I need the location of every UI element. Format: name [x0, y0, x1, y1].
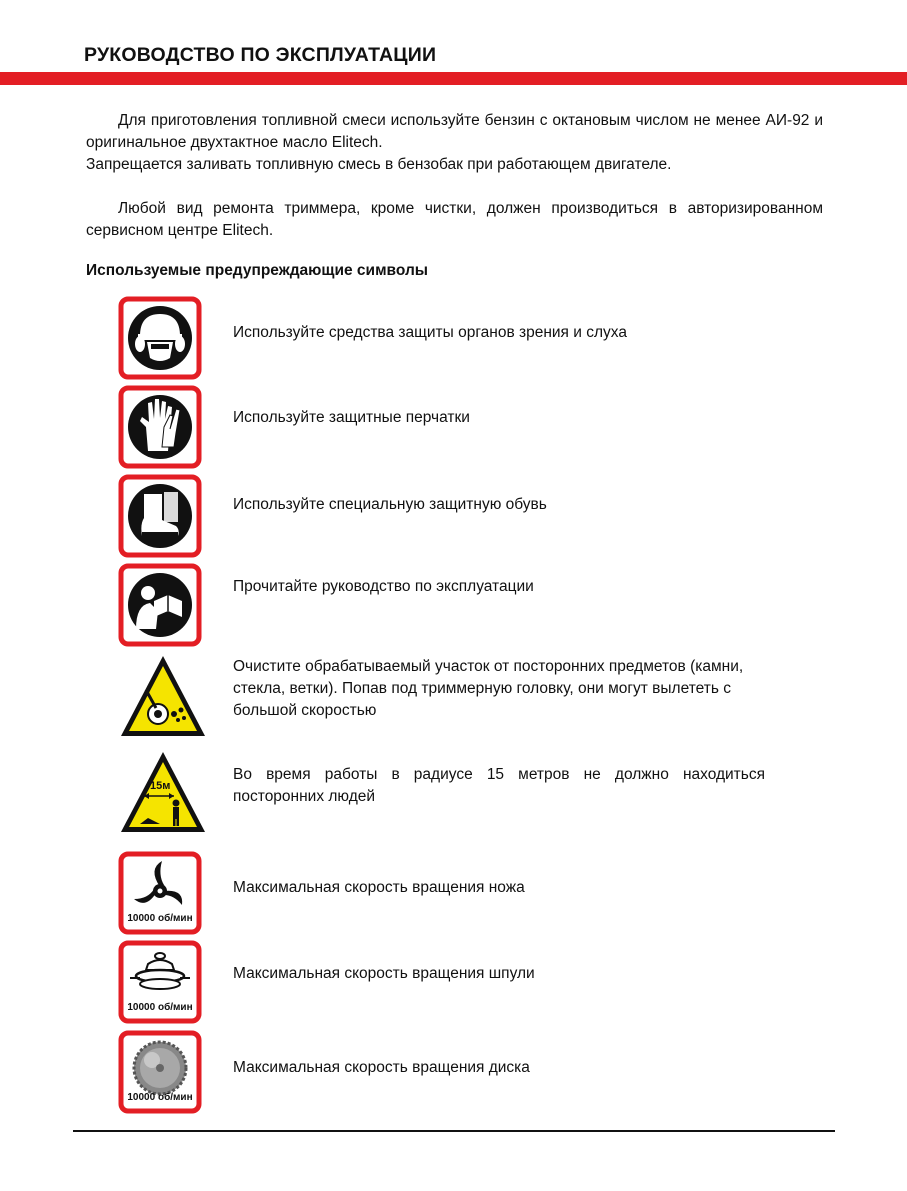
- flying-debris-warning-icon: [118, 652, 208, 742]
- symbol-text: Максимальная скорость вращения диска: [233, 1059, 530, 1076]
- symbol-text: Прочитайте руководство по эксплуатации: [233, 578, 534, 595]
- footer-rule: [73, 1130, 835, 1132]
- symbols-section-title: Используемые предупреждающие символы: [86, 262, 429, 279]
- read-manual-icon: [118, 563, 204, 647]
- blade-icon: [118, 851, 204, 935]
- rpm-label: 10000 об/мин: [127, 913, 193, 924]
- symbol-text: Используйте средства защиты органов зрения и слуха: [233, 324, 627, 341]
- distance-warning-icon: [118, 748, 208, 836]
- symbol-text: Используйте специальную защитную обувь: [233, 496, 547, 513]
- gloves-icon: [118, 385, 204, 469]
- rpm-label: 10000 об/мин: [127, 1092, 193, 1103]
- symbol-row: [118, 296, 838, 380]
- symbol-row: [118, 851, 838, 935]
- intro-paragraph-fuel: Для приготовления топливной смеси используйте бензин с октановым числом не менее АИ-92 и оригинальное двухтактное масло Elitech.: [86, 112, 823, 151]
- symbol-text: Максимальная скорость вращения ножа: [233, 879, 525, 896]
- symbol-text: Максимальная скорость вращения шпули: [233, 965, 535, 982]
- spool-icon: [118, 940, 204, 1024]
- saw-disc-icon: [118, 1030, 204, 1114]
- symbol-row: [118, 652, 838, 742]
- symbol-row: [118, 563, 838, 647]
- symbol-row: [118, 385, 838, 469]
- header-red-bar: [0, 72, 907, 85]
- symbol-text: Используйте защитные перчатки: [233, 409, 470, 426]
- symbol-text: Очистите обрабатываемый участок от посторонних предметов (камни, стекла, ветки). Попав под триммерную головку, они могут вылететь с большой скоростью: [233, 658, 744, 719]
- boots-icon: [118, 474, 204, 558]
- face-protection-icon: [118, 296, 204, 380]
- symbol-text: Во время работы в радиусе 15 метров не должно находиться посторонних людей: [233, 766, 765, 805]
- rpm-label: 10000 об/мин: [127, 1002, 193, 1013]
- symbol-row: [118, 1030, 838, 1114]
- page-header-title: РУКОВОДСТВО ПО ЭКСПЛУАТАЦИИ: [84, 44, 437, 66]
- intro-paragraph-repair: Любой вид ремонта триммера, кроме чистки, должен производиться в авторизированном сервисном центре Elitech.: [86, 200, 823, 239]
- symbol-row: [118, 474, 838, 558]
- intro-paragraph-no-refuel: Запрещается заливать топливную смесь в бензобак при работающем двигателе.: [86, 156, 672, 173]
- symbol-row: [118, 940, 838, 1024]
- symbol-row: [118, 748, 838, 834]
- distance-label: 15м: [150, 780, 171, 792]
